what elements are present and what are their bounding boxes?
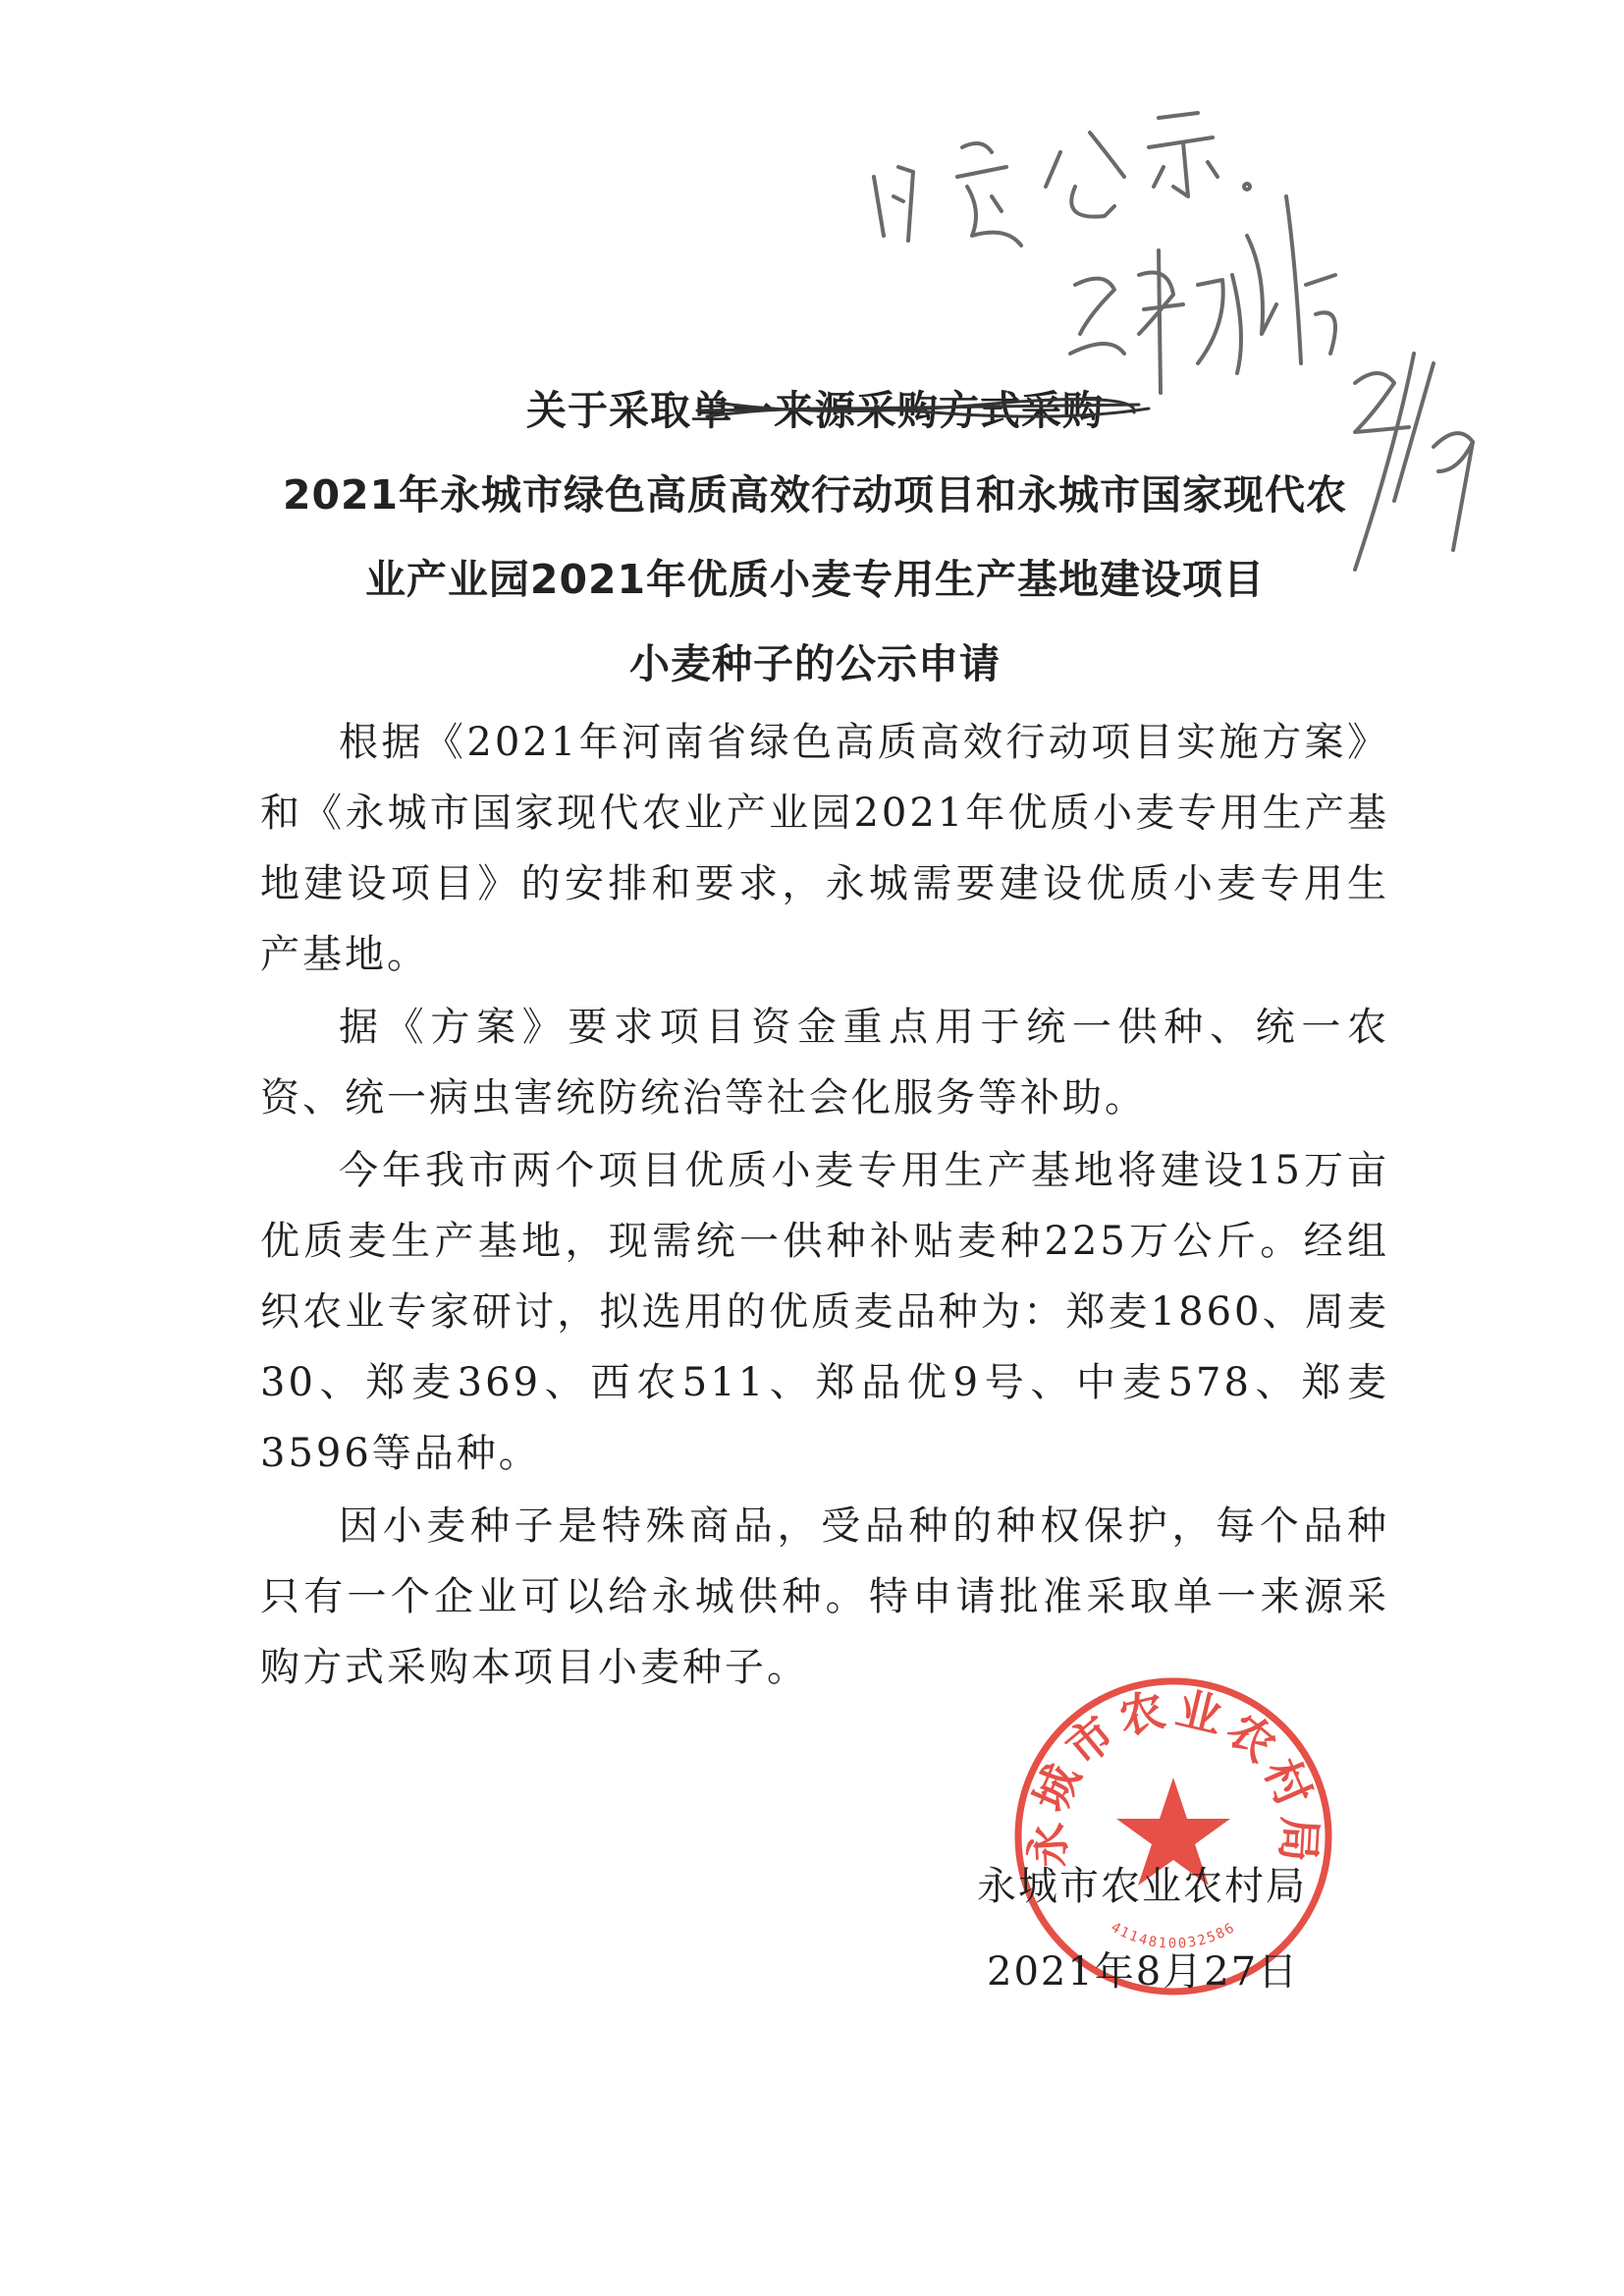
issuing-organization: 永城市农业农村局 xyxy=(977,1864,1307,1909)
body-paragraph-2: 据《方案》要求项目资金重点用于统一供种、统一农资、统一病虫害统防统治等社会化服务等补助。 xyxy=(260,1005,1389,1121)
title-strike-scribble xyxy=(687,383,1159,432)
document-body xyxy=(260,707,1389,1703)
issue-date: 2021年8月27日 xyxy=(987,1949,1300,1995)
body-paragraph-4: 因小麦种子是特殊商品，受品种的种权保护，每个品种只有一个企业可以给永城供种。特申请批准采取单一来源采购方式采购本项目小麦种子。 xyxy=(260,1503,1389,1690)
svg-text:4114810032586: 4114810032586 xyxy=(1108,1919,1239,1952)
title-line-1: 关于采取单一来源采购方式采购 xyxy=(526,387,1104,434)
title-line-4: 小麦种子的公示申请 xyxy=(629,640,1001,687)
title-line-3: 业产业园2021年优质小麦专用生产基地建设项目 xyxy=(364,556,1266,603)
svg-text:永城市农业农村局: 永城市农业农村局 xyxy=(1019,1681,1327,1870)
body-paragraph-1: 根据《2021年河南省绿色高质高效行动项目实施方案》和《永城市国家现代农业产业园2021年优质小麦专用生产基地建设项目》的安排和要求，永城需要建设优质小麦专用生产基地。 xyxy=(260,720,1389,977)
body-paragraph-3: 今年我市两个项目优质小麦专用生产基地将建设15万亩优质麦生产基地，现需统一供种补贴麦种225万公斤。经组织农业专家研讨，拟选用的优质麦品种为：郑麦1860、周麦30、郑麦369、西农511、郑品优9号、中麦578、郑麦3596等品种。 xyxy=(260,1148,1389,1476)
title-line-2: 2021年永城市绿色高质高效行动项目和永城市国家现代农 xyxy=(282,471,1348,519)
